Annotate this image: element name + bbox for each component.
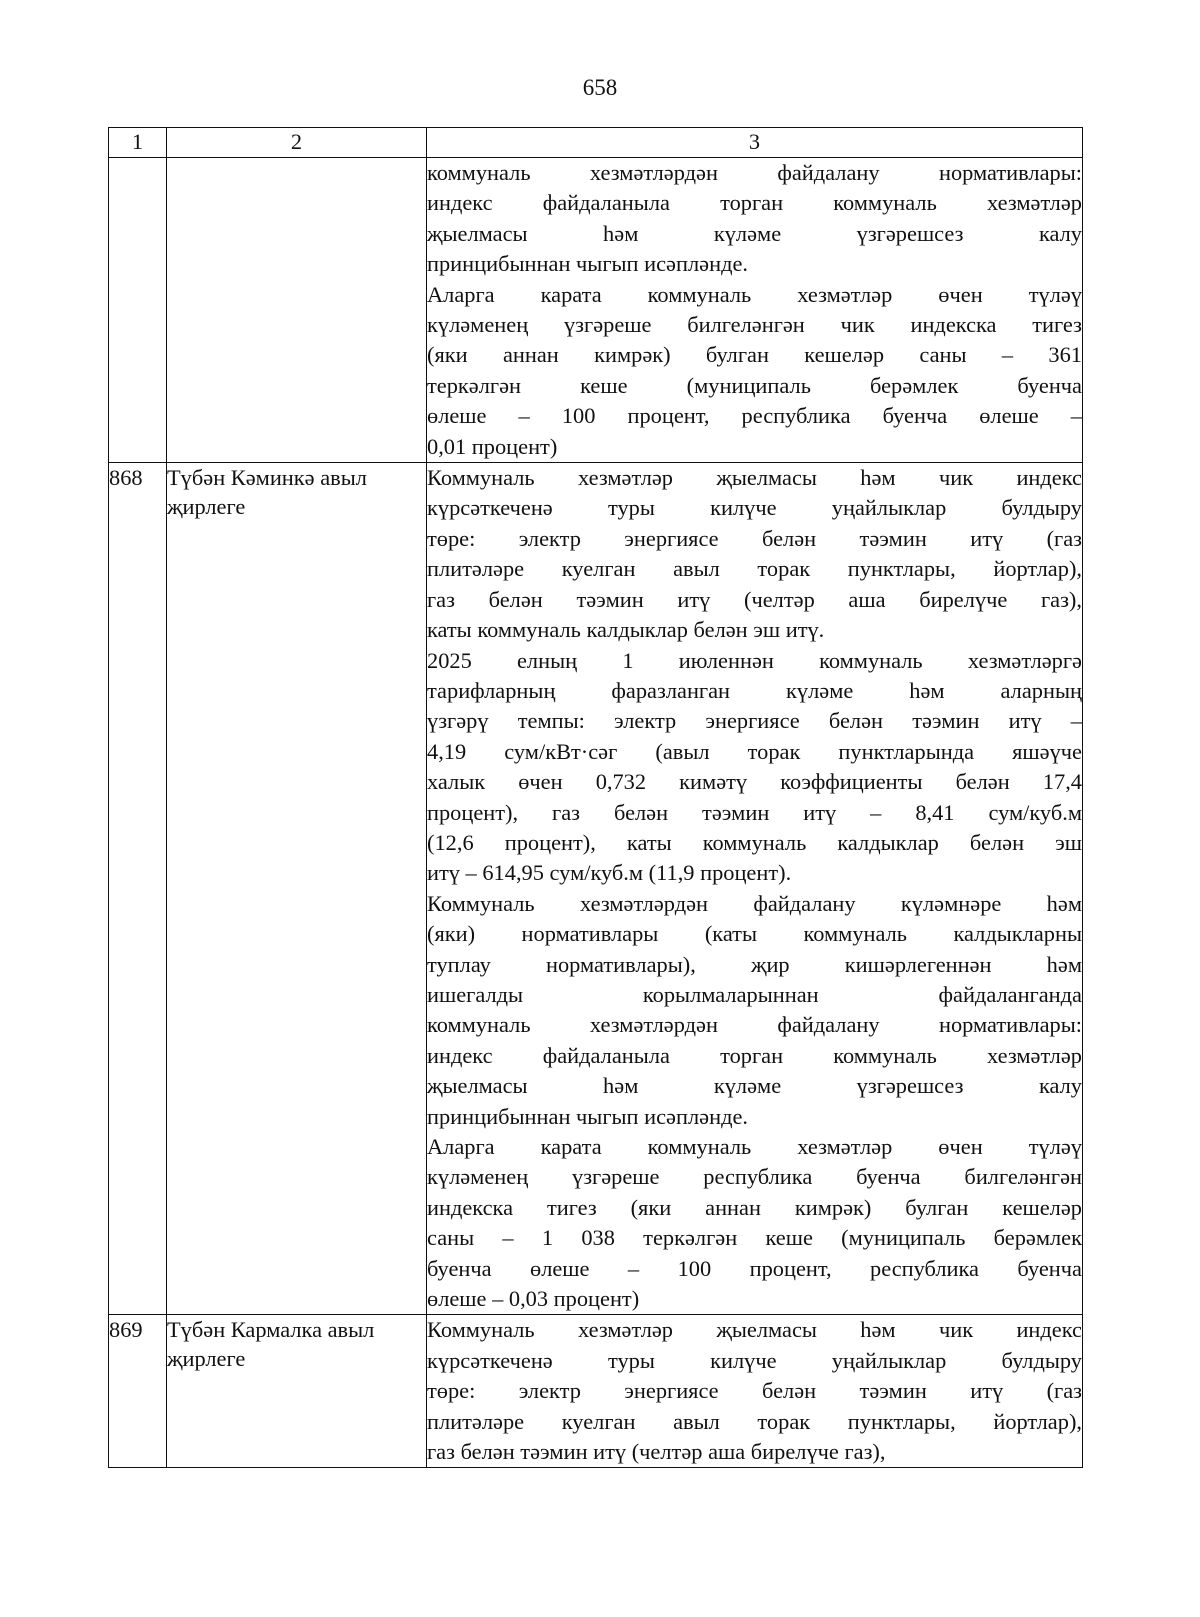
text-line: (яки) нормативлары (каты коммуналь калдыкларны xyxy=(427,921,1082,947)
page-number: 658 xyxy=(582,75,618,100)
table-row xyxy=(109,158,1083,463)
text-line: итү – 614,95 сум/куб.м (11,9 процент). xyxy=(427,860,792,886)
settlement-name-cell: Түбән Кармалка авыл җирлеге xyxy=(167,1315,427,1468)
text-line: күләменең үзгәреше республика буенча билгеләнгән xyxy=(427,1164,1082,1190)
text-line: коммуналь хезмәтләрдән файдалану нормативлары: xyxy=(427,1012,1082,1038)
row-number-cell xyxy=(109,158,167,463)
text-line: саны – 1 038 теркәлгән кеше (муниципаль берәмлек xyxy=(427,1225,1082,1251)
text-line: каты коммуналь калдыклар белән эш итү. xyxy=(427,617,825,643)
text-line: ишегалды корылмаларыннан файдаланганда xyxy=(427,981,1082,1007)
text-line: Коммуналь хезмәтләр җыелмасы һәм чик индекс xyxy=(427,1317,1082,1343)
text-line: халык өчен 0,732 кимәтү коэффициенты белән 17,4 xyxy=(427,769,1082,795)
column-header-3: 3 xyxy=(427,128,1083,158)
text-line: 0,01 процент) xyxy=(427,433,558,459)
table-row xyxy=(109,1315,1083,1468)
text-line: 2025 елның 1 июленнән коммуналь хезмәтләргә xyxy=(427,647,1082,673)
text-line: Коммуналь хезмәтләр җыелмасы һәм чик индекс xyxy=(427,465,1082,491)
text-line: газ белән тәэмин итү (челтәр аша бирелүче газ), xyxy=(427,586,1082,612)
description-cell xyxy=(427,1315,1083,1468)
text-line: Аларга карата коммуналь хезмәтләр өчен түләү xyxy=(427,281,1082,307)
description-cell xyxy=(427,158,1083,463)
text-line: индекс файдаланыла торган коммуналь хезмәтләр xyxy=(427,1042,1082,1068)
description-paragraph xyxy=(427,646,1082,889)
row-number-cell: 868 xyxy=(109,463,167,1315)
text-line: җыелмасы һәм күләме үзгәрешсез калу xyxy=(427,1073,1082,1099)
text-line: процент), газ белән тәэмин итү – 8,41 сум/куб.м xyxy=(427,799,1082,825)
text-line: буенча өлеше – 100 процент, республика буенча xyxy=(427,1255,1082,1281)
table-row xyxy=(109,463,1083,1315)
description-paragraph xyxy=(427,158,1082,280)
description-paragraph xyxy=(427,1315,1082,1467)
description-paragraph xyxy=(427,1132,1082,1314)
row-number-cell: 869 xyxy=(109,1315,167,1468)
description-paragraph xyxy=(427,463,1082,645)
data-table xyxy=(108,127,1083,1468)
text-line: плитәләре куелган авыл торак пунктлары, йортлар), xyxy=(427,1408,1082,1434)
text-line: үзгәрү темпы: электр энергиясе белән тәэмин итү – xyxy=(427,708,1082,734)
text-line: индекска тигез (яки аннан кимрәк) булган кешеләр xyxy=(427,1194,1082,1220)
text-line: күләменең үзгәреше билгеләнгән чик индекска тигез xyxy=(427,312,1082,338)
table-header-row xyxy=(109,128,1083,158)
text-line: өлеше – 100 процент, республика буенча өлеше – xyxy=(427,403,1082,429)
column-header-2: 2 xyxy=(167,128,427,158)
text-line: Коммуналь хезмәтләрдән файдалану күләмнәре һәм xyxy=(427,890,1082,916)
text-line: күрсәткеченә туры килүче уңайлыклар булдыру xyxy=(427,495,1082,521)
settlement-name-cell xyxy=(167,158,427,463)
settlement-name-cell: Түбән Кәминкә авыл җирлеге xyxy=(167,463,427,1315)
text-line: 4,19 сум/кВт·сәг (авыл торак пунктларында яшәүче xyxy=(427,738,1082,764)
text-line: төре: электр энергиясе белән тәэмин итү (газ xyxy=(427,1378,1082,1404)
text-line: тарифларның фаразланган күләме һәм аларның xyxy=(427,677,1082,703)
text-line: җыелмасы һәм күләме үзгәрешсез калу xyxy=(427,220,1082,246)
text-line: төре: электр энергиясе белән тәэмин итү (газ xyxy=(427,525,1082,551)
text-line: индекс файдаланыла торган коммуналь хезмәтләр xyxy=(427,190,1082,216)
text-line: (12,6 процент), каты коммуналь калдыклар белән эш xyxy=(427,829,1082,855)
text-line: өлеше – 0,03 процент) xyxy=(427,1286,640,1312)
text-line: коммуналь хезмәтләрдән файдалану нормативлары: xyxy=(427,160,1082,185)
column-header-1: 1 xyxy=(109,128,167,158)
text-line: теркәлгән кеше (муниципаль берәмлек буенча xyxy=(427,372,1082,398)
text-line: принцибыннан чыгып исәпләнде. xyxy=(427,251,749,277)
text-line: (яки аннан кимрәк) булган кешеләр саны – 361 xyxy=(427,342,1082,368)
text-line: туплау нормативлары), җир кишәрлегеннән һәм xyxy=(427,951,1082,977)
text-line: газ белән тәэмин итү (челтәр аша бирелүче газ), xyxy=(427,1439,886,1465)
description-paragraph xyxy=(427,280,1082,462)
description-paragraph xyxy=(427,889,1082,1132)
text-line: Аларга карата коммуналь хезмәтләр өчен түләү xyxy=(427,1134,1082,1159)
text-line: принцибыннан чыгып исәпләнде. xyxy=(427,1103,749,1129)
text-line: плитәләре куелган авыл торак пунктлары, йортлар), xyxy=(427,556,1082,582)
description-cell xyxy=(427,463,1083,1315)
text-line: күрсәткеченә туры килүче уңайлыклар булдыру xyxy=(427,1347,1082,1373)
